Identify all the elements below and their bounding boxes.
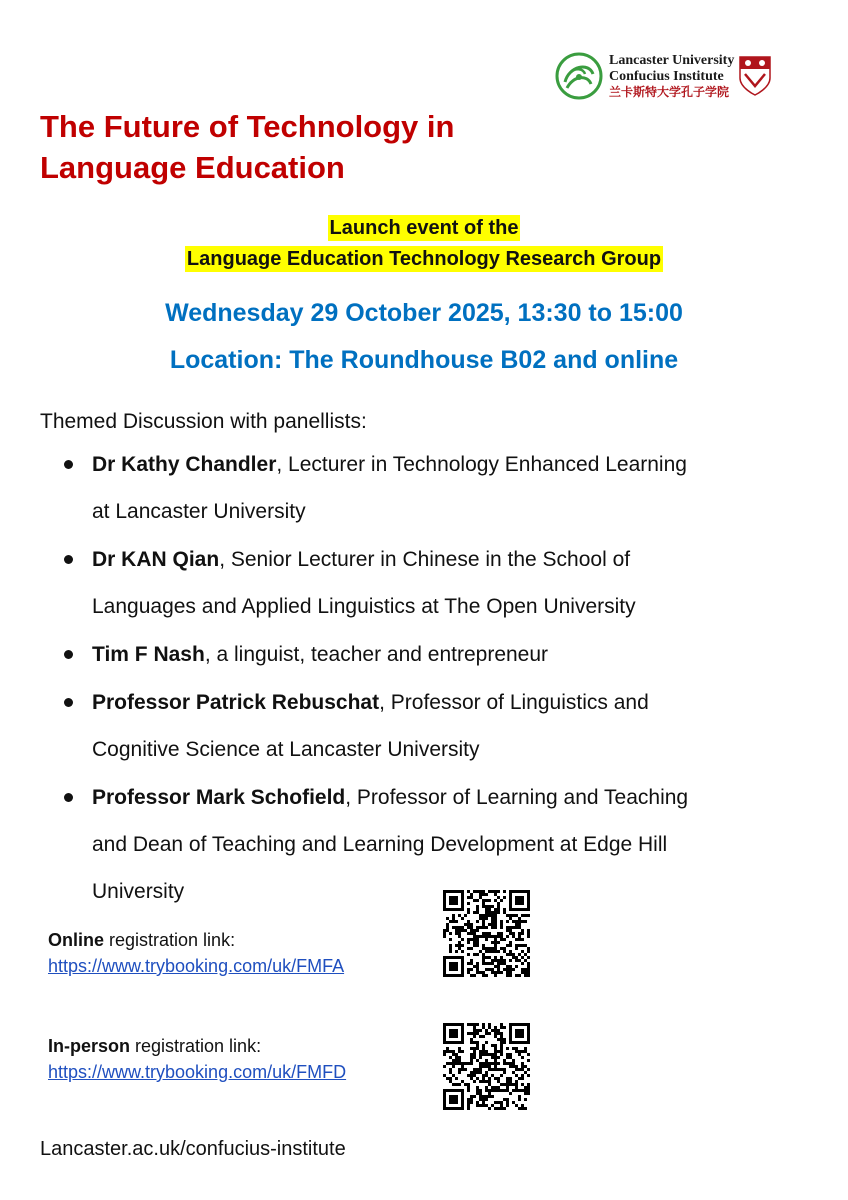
panelist-description-cont: and Dean of Teaching and Learning Development at Edge Hill xyxy=(92,833,668,856)
panelist-description-cont: Languages and Applied Linguistics at The Open University xyxy=(92,595,636,618)
panelist-item xyxy=(60,631,820,678)
confucius-institute-logo-icon xyxy=(555,52,603,100)
panel-intro: Themed Discussion with panellists: xyxy=(40,410,367,433)
online-label: Online xyxy=(48,930,105,950)
lancaster-crest-icon xyxy=(739,56,771,96)
event-title-line-2: Language Education xyxy=(40,150,345,185)
qr-code-icon xyxy=(443,890,530,977)
launch-line-2: Language Education Technology Research Group xyxy=(186,248,662,270)
registration-label: registration link: xyxy=(104,930,236,950)
in-person-registration xyxy=(48,1033,346,1085)
bullet-icon xyxy=(64,650,73,659)
qr-code-icon xyxy=(443,1023,530,1110)
panelist-name: Professor Mark Schofield xyxy=(92,786,346,809)
online-registration-link[interactable]: https://www.trybooking.com/uk/FMFA xyxy=(48,956,345,976)
footer-website: Lancaster.ac.uk/confucius-institute xyxy=(40,1138,346,1160)
launch-event-banner xyxy=(0,213,848,275)
event-date: Wednesday 29 October 2025, 13:30 to 15:00 xyxy=(165,299,683,327)
event-location: Location: The Roundhouse B02 and online xyxy=(169,346,679,374)
bullet-icon xyxy=(64,460,73,469)
panelist-description: , Professor of Linguistics and xyxy=(379,691,649,714)
in-person-label: In-person xyxy=(48,1036,131,1056)
panelist-name: Professor Patrick Rebuschat xyxy=(92,691,380,714)
online-registration xyxy=(48,927,344,979)
bullet-icon xyxy=(64,698,73,707)
panelist-item xyxy=(60,536,820,630)
panelist-description-cont: at Lancaster University xyxy=(92,500,306,523)
panelist-description: , Lecturer in Technology Enhanced Learning xyxy=(276,453,687,476)
panelist-list xyxy=(60,441,820,916)
logo-institute-name: Confucius Institute xyxy=(609,69,724,84)
panelist-description-cont: University xyxy=(92,880,185,903)
panelist-description: , a linguist, teacher and entrepreneur xyxy=(204,643,549,666)
confucius-institute-logo xyxy=(555,52,775,104)
in-person-registration-link[interactable]: https://www.trybooking.com/uk/FMFD xyxy=(48,1062,347,1082)
panelist-description-cont: Cognitive Science at Lancaster University xyxy=(92,738,480,761)
launch-line-1: Launch event of the xyxy=(329,217,519,239)
panelist-name: Tim F Nash xyxy=(92,643,205,666)
bullet-icon xyxy=(64,793,73,802)
logo-text xyxy=(609,53,734,100)
panelist-description: , Professor of Learning and Teaching xyxy=(345,786,689,809)
logo-university-name: Lancaster University xyxy=(609,53,735,68)
panelist-name: Dr Kathy Chandler xyxy=(92,453,277,476)
panelist-item xyxy=(60,774,820,915)
bullet-icon xyxy=(64,555,73,564)
logo-chinese-name: 兰卡斯特大学孔子学院 xyxy=(609,85,730,99)
panelist-item xyxy=(60,441,820,535)
registration-label: registration link: xyxy=(130,1036,262,1056)
event-title xyxy=(40,106,560,188)
panelist-name: Dr KAN Qian xyxy=(92,548,220,571)
event-title-line-1: The Future of Technology in xyxy=(40,109,455,144)
panelist-item xyxy=(60,679,820,773)
panelist-description: , Senior Lecturer in Chinese in the School of xyxy=(219,548,631,571)
